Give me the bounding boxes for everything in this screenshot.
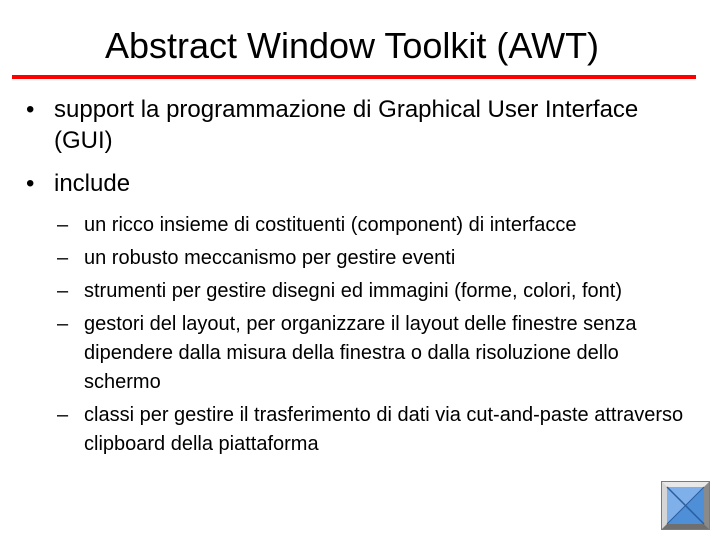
subitem-text: classi per gestire il trasferimento di dati via cut-and-paste attraverso clipboard della piattaforma [84, 404, 684, 455]
subitem-text: un robusto meccanismo per gestire eventi [84, 247, 456, 269]
slide-nav-icon [661, 481, 710, 530]
slide-content [0, 94, 720, 463]
subitem [0, 310, 694, 397]
subitem-text: un ricco insieme di costituenti (component) di interfacce [84, 214, 577, 236]
bullet-item [0, 168, 654, 199]
subitem [0, 211, 694, 240]
subitem-mark: – [57, 247, 69, 269]
subitem-text: strumenti per gestire disegni ed immagini (forme, colori, font) [84, 280, 622, 302]
subitem-text: gestori del layout, per organizzare il layout delle finestre senza dipendere dalla misura della finestra o dalla risoluzione dello schermo [84, 313, 637, 393]
title-divider [12, 75, 696, 79]
slide-nav-button[interactable] [661, 481, 710, 530]
subitem [0, 401, 694, 459]
subitem-mark: – [57, 404, 69, 426]
bullet-mark: • [26, 170, 35, 197]
subitem [0, 277, 694, 306]
slide-title: Abstract Window Toolkit (AWT) [104, 25, 600, 66]
bullet-mark: • [26, 96, 35, 123]
bullet-item [0, 94, 654, 156]
subitem-mark: – [57, 280, 69, 302]
subitem [0, 244, 694, 273]
subitem-mark: – [57, 214, 69, 236]
bullet-text: support la programmazione di Graphical User Interface (GUI) [54, 96, 639, 154]
bullet-text: include [54, 170, 131, 197]
subitem-mark: – [57, 313, 69, 335]
subitem-list [0, 211, 720, 459]
